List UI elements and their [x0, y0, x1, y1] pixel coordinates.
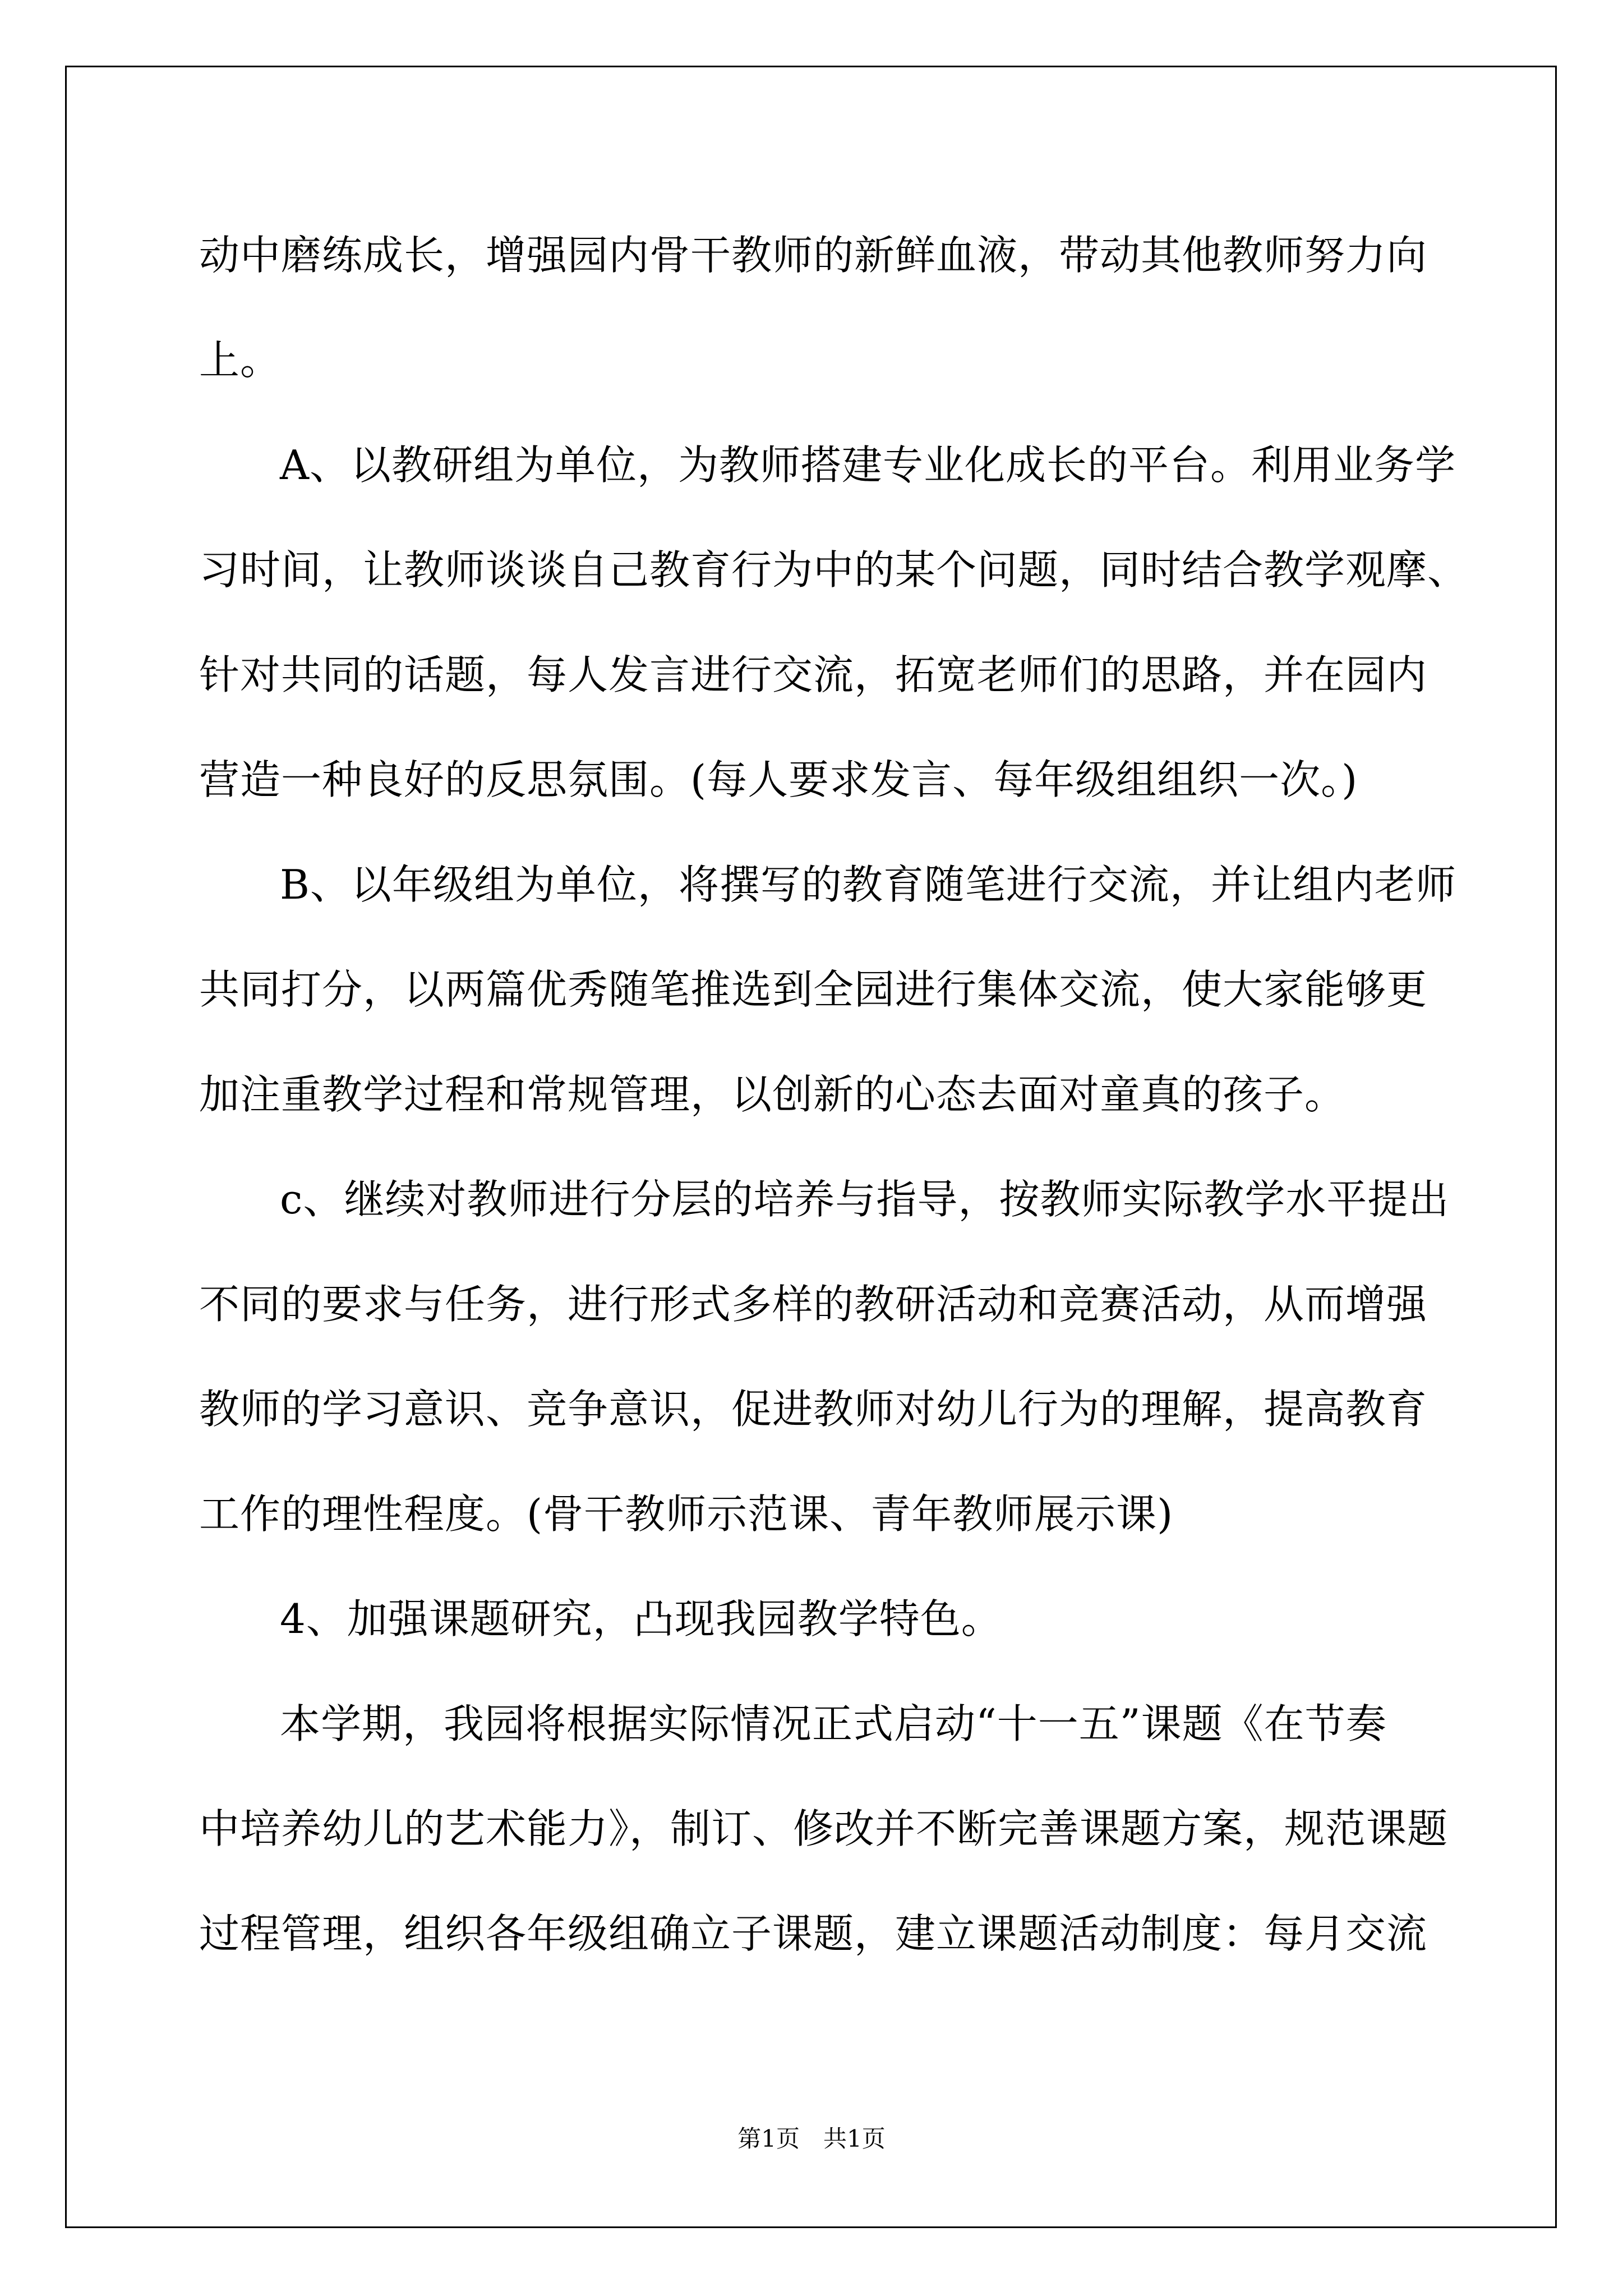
text-line: 针对共同的话题，每人发言进行交流，拓宽老师们的思路，并在园内 — [199, 651, 1428, 698]
text-line: A、以教研组为单位，为教师搭建专业化成长的平台。利用业务学 — [280, 441, 1456, 489]
text-line: 动中磨练成长，增强园内骨干教师的新鲜血液，带动其他教师努力向 — [199, 232, 1428, 279]
text-line: 习时间，让教师谈谈自己教育行为中的某个问题，同时结合教学观摩、 — [199, 546, 1469, 593]
text-line: 工作的理性程度。(骨干教师示范课、青年教师展示课) — [199, 1490, 1174, 1538]
text-line: 上。 — [199, 337, 282, 384]
text-line: 共同打分，以两篇优秀随笔推选到全园进行集体交流，使大家能够更 — [199, 966, 1428, 1013]
text-line: c、继续对教师进行分层的培养与指导，按教师实际教学水平提出 — [280, 1176, 1450, 1223]
text-line: B、以年级组为单位，将撰写的教育随笔进行交流，并让组内老师 — [280, 861, 1456, 908]
text-line: 营造一种良好的反思氛围。(每人要求发言、每年级组组织一次。) — [199, 756, 1358, 803]
text-line: 不同的要求与任务，进行形式多样的教研活动和竞赛活动，从而增强 — [199, 1281, 1428, 1328]
text-line: 过程管理，组织各年级组确立子课题，建立课题活动制度：每月交流 — [199, 1910, 1428, 1957]
text-line: 本学期，我园将根据实际情况正式启动“十一五”课题《在节奏 — [280, 1700, 1387, 1747]
text-line: 加注重教学过程和常规管理，以创新的心态去面对童真的孩子。 — [199, 1071, 1346, 1118]
text-line: 4、加强课题研究，凸现我园教学特色。 — [280, 1595, 1002, 1642]
document-body — [199, 203, 1469, 1986]
page-footer: 第1页 共1页 — [737, 2125, 886, 2152]
text-line: 教师的学习意识、竞争意识，促进教师对幼儿行为的理解，提高教育 — [199, 1386, 1428, 1433]
text-line: 中培养幼儿的艺术能力》，制订、修改并不断完善课题方案，规范课题 — [199, 1805, 1449, 1852]
